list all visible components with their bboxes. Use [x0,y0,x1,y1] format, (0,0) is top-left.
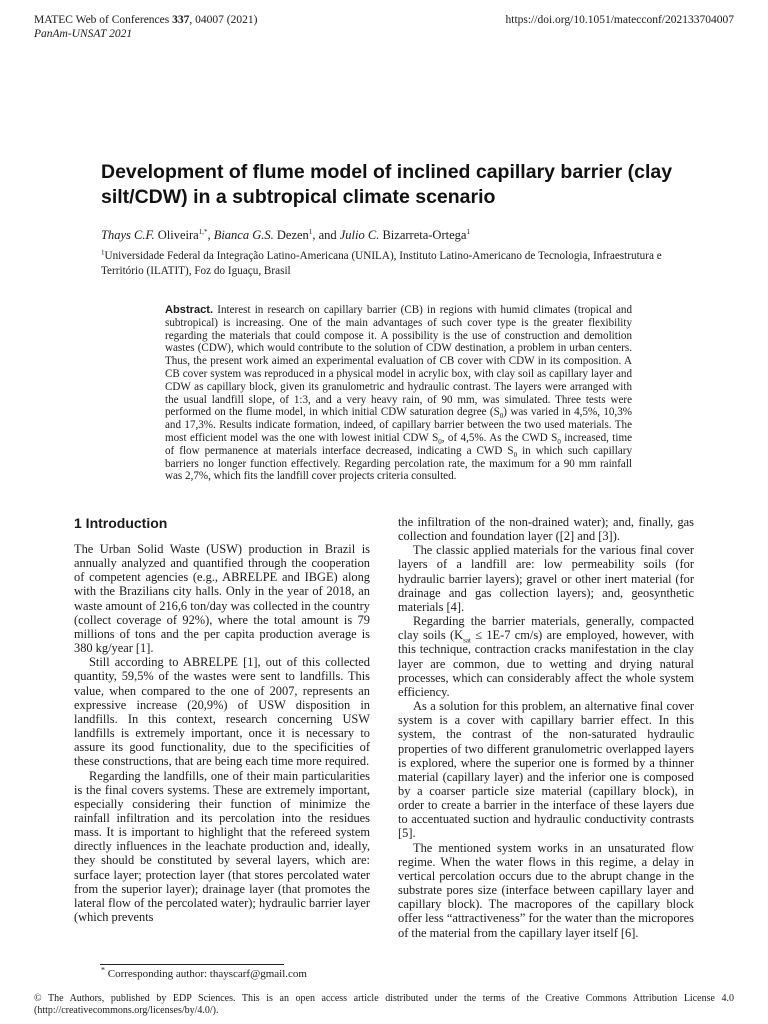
paragraph: As a solution for this problem, an alternative final cover system is a cover with capillary barrier effect. In this system, the contrast of the non-saturated hydraulic properties of two different granulometric overlapped layers is explored, where the superior one is formed by a thinner material (capillary layer) and the inferior one is composed by a coarser particle size material (capillary block), in order to create a barrier in the interface of these layers due to accentuated suction and hydraulic conductivity contrasts [5]. [398,699,694,841]
affiliation: $^1$Universidade Federal da Integração Latino-Americana (UNILA), Instituto Latino-Americano de Tecnologia, Infraestrutura e Território (ILATIT), Foz do Iguaçu, Brasil [101,248,662,277]
doi-link[interactable]: https://doi.org/10.1051/matecconf/202133704007 [505,14,734,26]
author-list: Thays C.F. Oliveira$^{1,*}$, Bianca G.S. Dezen$^1$, and Julio C. Bizarreta-Ortega$^1$ [101,227,470,242]
journal-volume: 337 [172,14,190,26]
running-header-left [34,13,257,41]
paragraph: Regarding the landfills, one of their main particularities is the final covers systems. These are extremely important, especially considering their function of minimize the rainfall infiltration and its percolation into the residues mass. It is important to highlight that the refereed system directly influences in the leachate production and, ideally, they should be constituted by several layers, which are: surface layer; protection layer (that stores percolated water from the superior layer); drainage layer (that promotes the lateral flow of the percolated water); hydraulic barrier layer (which prevents [74,768,370,925]
paragraph: Still according to ABRELPE [1], out of this collected quantity, 59,5% of the wastes were sent to landfills. This value, when compared to the one of 2007, represents an expressive increase (20,9%) of USW disposition in landfills. In this context, research concerning USW landfills is extremely important, once it is necessary to assure its good functionality, due to the specificities of these constructions, that are being each time more required. [74,655,370,769]
journal-line: MATEC Web of Conferences 337, 04007 (2021) [34,14,258,26]
paragraph: The mentioned system works in an unsaturated flow regime. When the water flows in this regime, a delay in vertical percolation occurs due to the abrupt change in the substrate pores size (interface between capillary layer and capillary block). The macropores of the capillary block offer less “attractiveness” for the water than the micropores of the material from the capillary layer itself [6]. [398,840,694,940]
paragraph: The classic applied materials for the various final cover layers of a landfill are: low permeability soils (for hydraulic barrier layers); gravel or other inert material (for drainage and gas collection layers); and, geosynthetic materials [4]. [398,543,694,614]
license-notice: © The Authors, published by EDP Sciences. This is an open access article distributed under the terms of the Creative Commons Attribution License 4.0 (http://creativecommons.org/licenses/by/4.0/). [34,993,734,1016]
left-column [74,542,370,924]
paper-title: Development of flume model of inclined capillary barrier (clay silt/CDW) in a subtropical climate scenario [101,161,673,208]
paragraph: the infiltration of the non-drained water); and, finally, gas collection and foundation layer ([2] and [3]). [398,515,694,544]
paragraph: The Urban Solid Waste (USW) production in Brazil is annually analyzed and quantified through the cooperation of competent agencies (e.g., ABRELPE and IBGE) along with the Brazilians city halls. Only in the year of 2018, an waste amount of 216,6 ton/day was collected in the country (collect coverage of 92%), where the total amount is 79 millions of tons and the per capita production average is 380 kg/year [1]. [74,542,370,656]
footnote: * Corresponding author: thayscarf@gmail.com [101,965,307,980]
footnote-rule [100,964,284,965]
conference-name: PanAm-UNSAT 2021 [34,28,133,40]
right-column [398,515,694,940]
paragraph: Regarding the barrier materials, generally, compacted clay soils ($K_{sat} \le 1E-7$ cm/s) are employed, however, with this technique, contraction cracks manifestation in the clay layer are common, due to wetting and drying natural processes, which can considerably affect the whole system efficiency. [398,614,694,699]
section-heading: 1 Introduction [74,515,168,531]
abstract-label: Abstract. [165,304,214,316]
abstract: Abstract. Interest in research on capillary barrier (CB) in regions with humid climates (tropical and subtropical) is increasing. One of the main advantages of such cover type is the greater flexibility regarding the materials that could compose it. A possibility is the use of construction and demolition wastes (CDW), which would contribute to the solution of CDW destination, a problem in urban centers. Thus, the present work aimed an experimental evaluation of CB cover with CDW in its composition. A CB cover system was reproduced in a physical model in acrylic box, with clay soil as capillary layer and CDW as capillary block, given its granulometric and hydraulic contrast. The layers were arranged with the usual landfill slope, of 1:3, and a very heavy rain, of 90 mm, was simulated. Three tests were performed on the flume model, in which initial CDW saturation degree $(S_0)$ was varied in 4,5%, 10,3% and 17,3%. Results indicate formation, indeed, of capillary barrier between the two used materials. The most efficient model was the one with lowest initial CDW $S_0$, of 4,5%. As the CWD $S_0$ increased, time of flow permanence at materials interface decreased, indicating a CWD $S_0$ in which such capillary barriers no longer function effectively. Regarding percolation rate, the maximum for a 90 mm rainfall was 2,7%, which fits the landfill cover projects criteria consulted. [165,304,633,483]
